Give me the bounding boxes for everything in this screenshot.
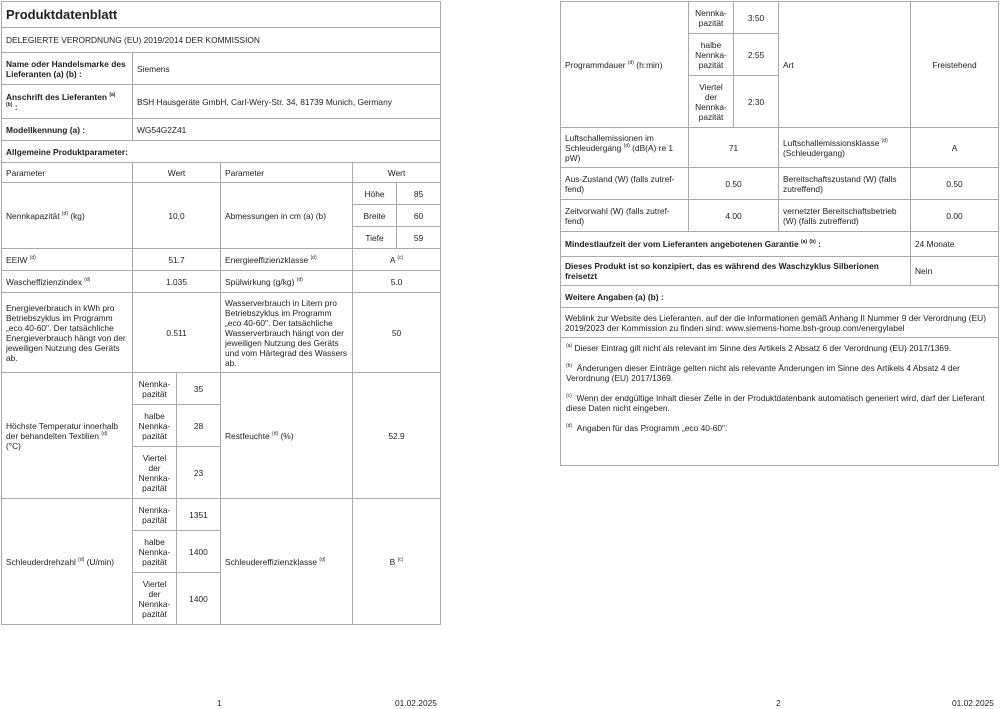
energy-consumption-label: Energieverbrauch in kWh pro Betriebszyklus im Programm „eco 40-60". Der tatsächliche Energieverbrauch hängt von der jeweiligen Nutzung des Geräts ab.	[2, 293, 133, 373]
duration-quarter-label: Viertel der Nennkapazität	[689, 76, 734, 128]
off-mode-value: 0.50	[689, 168, 779, 200]
temp-full-label: Nennkapazität	[133, 373, 177, 405]
standby-value: 0.50	[911, 168, 999, 200]
eeiw-value: 51.7	[133, 249, 221, 271]
page-date-1: 01.02.2025	[395, 698, 437, 708]
duration-full-label: Nennkapazität	[689, 2, 734, 34]
water-consumption-value: 50	[353, 293, 441, 373]
warranty-label: Mindestlaufzeit der vom Lieferanten angebotenen Garantie $^{(a)}$ $^{(b)}$ :	[561, 232, 911, 257]
footnote-b: $^{(b)}$ Änderungen dieser Einträge gelten nicht als relevante Änderungen im Sinne des Artikels 4 Absatz 4 der Verordnung (EU) 2017/1369.	[566, 363, 960, 383]
max-temp-label: Höchste Temperatur innerhalb der behandelten Textilien $^{(d)}$ (°C)	[2, 373, 133, 499]
standby-label: Bereitschaftszustand (W) (falls zutreffend)	[779, 168, 911, 200]
temp-half-label: halbe Nennkapazität	[133, 405, 177, 447]
value-column-header: Wert	[133, 163, 221, 183]
networked-standby-label: vernetzter Bereitschaftsbetrieb (W) (falls zutreffend)	[779, 200, 911, 232]
type-value: Freistehend	[911, 2, 999, 128]
noise-class-label: Luftschallemissionsklasse $^{(d)}$ (Schleudergang)	[779, 128, 911, 168]
temp-full-value: 35	[177, 373, 221, 405]
spin-full-value: 1351	[177, 499, 221, 531]
moisture-value: 52.9	[353, 373, 441, 499]
delay-start-label: Zeitvorwahl (W) (falls zutreffend)	[561, 200, 689, 232]
capacity-label: Nennkapazität $^{(d)}$ (kg)	[2, 183, 133, 249]
supplier-label: Name oder Handelsmarke des Lieferanten (a) (b) :	[2, 53, 133, 85]
spin-full-label: Nennkapazität	[133, 499, 177, 531]
dimensions-label: Abmessungen in cm (a) (b)	[221, 183, 353, 249]
param-column-header-2: Parameter	[221, 163, 353, 183]
water-consumption-label: Wasserverbrauch in Litern pro Betriebszyklus im Programm „eco 40-60". Der tatsächliche Wasserverbrauch hängt von der jeweiligen Nutzung des Geräts und vom Härtegrad des Wassers ab.	[221, 293, 353, 373]
spin-class-value: B $^{(c)}$	[353, 499, 441, 625]
regulation-title: DELEGIERTE VERORDNUNG (EU) 2019/2014 DER KOMMISSION	[2, 28, 441, 53]
page-date-2: 01.02.2025	[952, 698, 994, 708]
height-value: 85	[397, 183, 441, 205]
off-mode-label: Aus-Zustand (W) (falls zutreffend)	[561, 168, 689, 200]
footnote-d: $^{(d)}$ Angaben für das Programm „eco 40-60".	[566, 423, 728, 433]
moisture-label: Restfeuchte $^{(d)}$ (%)	[221, 373, 353, 499]
duration-full-value: 3:50	[734, 2, 779, 34]
duration-half-label: halbe Nennkapazität	[689, 34, 734, 76]
type-label: Art	[779, 2, 911, 128]
energy-consumption-value: 0.511	[133, 293, 221, 373]
duration-half-value: 2:55	[734, 34, 779, 76]
address-value: BSH Hausgeräte GmbH, Carl-Wery-Str. 34, 81739 Munich, Germany	[133, 85, 441, 119]
noise-value: 71	[689, 128, 779, 168]
width-value: 60	[397, 205, 441, 227]
page-number-2: 2	[776, 698, 781, 708]
address-label: Anschrift des Lieferanten $^{(a)}$ $^{(b)}$ :	[2, 85, 133, 119]
networked-standby-value: 0.00	[911, 200, 999, 232]
product-sheet-table-page-2	[560, 1, 999, 466]
product-sheet-table-page-1	[1, 1, 441, 625]
warranty-value: 24 Monate	[911, 232, 999, 257]
footnote-a: $^{(a)}$ Dieser Eintrag gilt nicht als relevant im Sinne des Artikels 2 Absatz 6 der Verordnung (EU) 2017/1369.	[566, 343, 952, 353]
height-label: Höhe	[353, 183, 397, 205]
wash-index-value: 1.035	[133, 271, 221, 293]
param-column-header: Parameter	[2, 163, 133, 183]
eeiw-label: EEIW $^{(d)}$	[2, 249, 133, 271]
spin-half-value: 1400	[177, 531, 221, 573]
footnote-c: $^{(c)}$ Wenn der endgültige Inhalt dieser Zelle in der Produktdatenbank automatisch generiert wird, darf der Lieferant diese Daten nicht eingeben.	[566, 393, 985, 413]
model-label: Modellkennung (a) :	[2, 119, 133, 141]
depth-value: 59	[397, 227, 441, 249]
spin-label: Schleuderdrehzahl $^{(d)}$ (U/min)	[2, 499, 133, 625]
duration-label: Programmdauer $^{(d)}$ (h:min)	[561, 2, 689, 128]
model-value: WG54G2Z41	[133, 119, 441, 141]
spin-quarter-label: Viertel der Nennkapazität	[133, 573, 177, 625]
footnotes	[561, 338, 999, 466]
spin-half-label: halbe Nennkapazität	[133, 531, 177, 573]
width-label: Breite	[353, 205, 397, 227]
temp-quarter-value: 23	[177, 447, 221, 499]
energy-class-label: Energieeffizienzklasse $^{(d)}$	[221, 249, 353, 271]
supplier-weblink: Weblink zur Website des Lieferanten, auf der die Informationen gemäß Anhang II Nummer 9 der Verordnung (EU) 2019/2023 der Kommission zu finden sind: www.siemens-home.bsh-group.com/energylabel	[561, 308, 999, 338]
duration-quarter-value: 2:30	[734, 76, 779, 128]
spin-quarter-value: 1400	[177, 573, 221, 625]
rinse-label: Spülwirkung (g/kg) $^{(d)}$	[221, 271, 353, 293]
depth-label: Tiefe	[353, 227, 397, 249]
delay-start-value: 4.00	[689, 200, 779, 232]
further-info-header: Weitere Angaben (a) (b) :	[561, 286, 999, 308]
rinse-value: 5.0	[353, 271, 441, 293]
value-column-header-2: Wert	[353, 163, 441, 183]
silver-ions-label: Dieses Produkt ist so konzipiert, das es während des Waschzyklus Silberionen freisetzt	[561, 257, 911, 286]
temp-half-value: 28	[177, 405, 221, 447]
silver-ions-value: Nein	[911, 257, 999, 286]
energy-class-value: A $^{(c)}$	[353, 249, 441, 271]
supplier-value: Siemens	[133, 53, 441, 85]
capacity-value: 10,0	[133, 183, 221, 249]
noise-label: Luftschallemissionen im Schleudergang $^{(d)}$ (dB(A) re 1 pW)	[561, 128, 689, 168]
wash-index-label: Wascheffizienzindex $^{(d)}$	[2, 271, 133, 293]
document-title: Produktdatenblatt	[2, 2, 441, 28]
temp-quarter-label: Viertel der Nennkapazität	[133, 447, 177, 499]
noise-class-value: A	[911, 128, 999, 168]
general-parameters-header: Allgemeine Produktparameter:	[2, 141, 441, 163]
page-number-1: 1	[217, 698, 222, 708]
spin-class-label: Schleudereffizienzklasse $^{(d)}$	[221, 499, 353, 625]
